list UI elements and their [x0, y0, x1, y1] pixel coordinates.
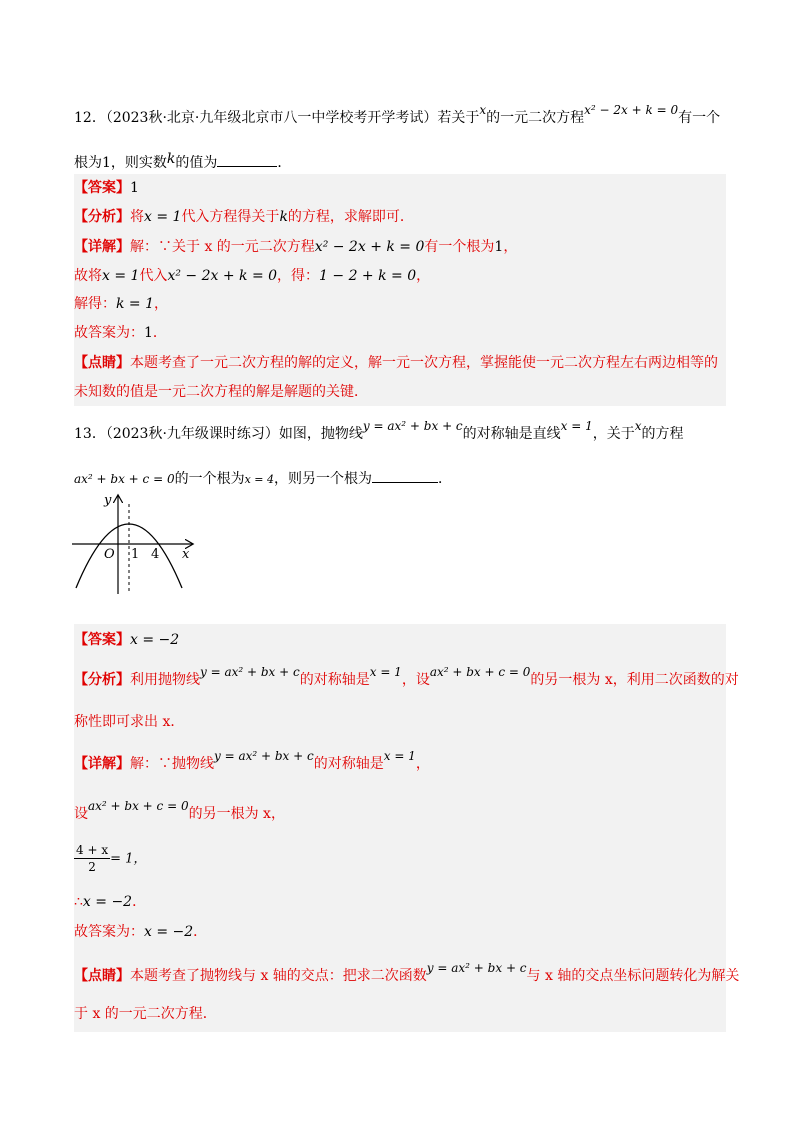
q13-step4	[74, 922, 207, 942]
answer-blank[interactable]	[372, 468, 438, 483]
q13-stem-text: ，则另一个根为	[274, 471, 373, 487]
q12-analysis-eq: x = 1	[144, 209, 182, 225]
q13-comment-text: 于 x 的一元二次方程．	[74, 1006, 217, 1022]
q12-number: 12．	[74, 110, 106, 126]
q12-step-text: 解得：	[74, 296, 116, 312]
q13-parabola: y = ax² + bx + c	[362, 419, 463, 433]
origin-label: O	[104, 547, 115, 562]
q13-analysis-text: 利用抛物线	[130, 672, 200, 688]
q13-step-text: 的另一根为 x，	[188, 806, 285, 822]
q12-analysis-text: 代入方程得关于	[181, 209, 280, 225]
q12-stem-text: ，则实数	[110, 155, 167, 171]
q12-stem-line2	[74, 152, 291, 173]
comment-tag: 【点睛】	[74, 968, 130, 984]
q13-analysis-text: 的另一根为 x，利用二次函数的对	[530, 672, 739, 688]
analysis-tag: 【分析】	[74, 209, 130, 225]
q12-step-eq: 1 − 2 + k = 0	[319, 268, 417, 284]
q13-analysis-eq: ax² + bx + c = 0	[429, 665, 531, 679]
q12-var-k: k	[166, 151, 176, 167]
q12-stem-line1	[74, 103, 721, 128]
q13-var-x: x	[634, 419, 642, 433]
analysis-tag: 【分析】	[74, 672, 130, 688]
q13-analysis-eq: x = 1	[369, 665, 402, 679]
q13-stem-text: 如图，抛物线	[278, 426, 363, 442]
q12-analysis-text: 将	[130, 209, 144, 225]
q13-stem-text: 的一个根为	[174, 471, 245, 487]
fraction-numerator: 4 + x	[76, 843, 109, 857]
q13-step1	[74, 799, 285, 824]
q13-step3	[74, 892, 146, 912]
q13-answer-value: x = −2	[130, 632, 180, 648]
q13-detail-text: ，	[415, 756, 430, 772]
answer-blank[interactable]	[217, 152, 277, 167]
detail-tag: 【详解】	[74, 239, 130, 255]
fraction	[74, 842, 110, 875]
q12-stem-text: ．	[277, 155, 292, 171]
q13-analysis-2	[74, 712, 184, 732]
parabola-graph	[68, 490, 198, 600]
q13-step-eq: x = −2	[82, 894, 133, 910]
q12-stem-text: 若关于	[437, 110, 480, 126]
q13-stem-text: 的对称轴是直线	[462, 426, 561, 442]
q12-detail-text: ，	[503, 239, 518, 255]
tick-label-4: 4	[151, 547, 160, 562]
q12-comment	[74, 353, 718, 373]
q12-comment-text: 未知数的值是一元二次方程的解是解题的关键．	[74, 384, 368, 400]
q13-stem-line1	[74, 419, 684, 444]
q12-stem-text: 根为	[74, 155, 102, 171]
q13-detail-text: 解：∵抛物线	[130, 756, 214, 772]
q13-stem-line2	[74, 468, 452, 490]
q13-analysis-text: ，设	[401, 672, 430, 688]
q13-analysis	[74, 665, 739, 690]
therefore-symbol: ∴	[74, 894, 83, 910]
q13-eq: ax² + bx + c = 0	[74, 472, 175, 486]
q12-step-text: ，得：	[277, 268, 320, 284]
q13-step-eq: x = −2	[144, 924, 194, 940]
q13-step2	[74, 842, 146, 875]
q12-detail-text: 有一个根为	[424, 239, 495, 255]
q12-comment-2	[74, 382, 368, 402]
q12-answer-value: 1	[130, 180, 139, 196]
detail-tag: 【详解】	[74, 756, 130, 772]
x-axis-label: x	[182, 547, 190, 562]
comment-tag: 【点睛】	[74, 355, 130, 371]
q13-detail-eq: x = 1	[383, 749, 416, 763]
fraction-rhs: = 1，	[110, 851, 147, 867]
q13-comment-eq: y = ax² + bx + c	[426, 961, 527, 975]
q13-axis: x = 1	[560, 419, 593, 433]
q12-stem-text: 的值为	[175, 155, 218, 171]
q13-number: 13．	[74, 426, 106, 442]
fraction-denominator: 2	[88, 860, 96, 874]
q13-answer	[74, 630, 179, 650]
q12-equation: x² − 2x + k = 0	[584, 103, 679, 117]
tick-label-1: 1	[131, 547, 140, 562]
q12-step1	[74, 266, 430, 286]
q13-step-text: ．	[193, 924, 208, 940]
q12-root: 1	[102, 155, 111, 171]
q13-step-text: ．	[132, 894, 147, 910]
q12-analysis-text: 的方程，求解即可．	[287, 209, 414, 225]
q12-detail	[74, 237, 517, 257]
q12-analysis	[74, 207, 414, 227]
q13-root: x = 4	[244, 473, 275, 486]
q13-comment-2	[74, 1004, 217, 1024]
q13-step-eq: ax² + bx + c = 0	[88, 799, 189, 813]
q12-step-text: 故答案为：	[74, 325, 144, 341]
q12-step-text: 代入	[139, 268, 168, 284]
q12-stem-text: 有一个	[678, 110, 721, 126]
q13-comment-text: 本题考查了抛物线与 x 轴的交点：把求二次函数	[130, 968, 427, 984]
q13-analysis-eq: y = ax² + bx + c	[200, 665, 300, 679]
q13-comment	[74, 961, 740, 986]
q13-analysis-text: 称性即可求出 x．	[74, 714, 185, 730]
q12-step3	[74, 323, 167, 343]
answer-tag: 【答案】	[74, 180, 130, 196]
q12-stem-text: 的一元二次方程	[486, 110, 585, 126]
q13-stem-text: ，关于	[592, 426, 635, 442]
q12-var-x: x	[479, 103, 487, 117]
q13-detail-eq: y = ax² + bx + c	[214, 749, 314, 763]
q12-step2	[74, 294, 168, 314]
q12-detail-root: 1	[494, 239, 504, 255]
q13-step-text: 故答案为：	[74, 924, 144, 940]
q12-analysis-k: k	[279, 209, 288, 225]
q12-step-eq: x = 1	[102, 268, 140, 284]
q13-stem-text: ．	[438, 471, 453, 487]
q12-step-eq: x² − 2x + k = 0	[167, 268, 278, 284]
q12-detail-text: 解：∵关于 x 的一元二次方程	[130, 239, 315, 255]
q12-step-text: ，	[416, 268, 431, 284]
answer-tag: 【答案】	[74, 632, 130, 648]
q12-step-text: ．	[152, 325, 167, 341]
y-axis-label: y	[104, 493, 112, 508]
q13-analysis-text: 的对称轴是	[299, 672, 370, 688]
q13-step-text: 设	[74, 806, 88, 822]
q12-step-eq: k = 1	[116, 296, 155, 312]
q12-comment-text: 本题考查了一元二次方程的解的定义，解一元一次方程，掌握能使一元二次方程左右两边相等的	[130, 355, 718, 371]
q13-stem-text: 的方程	[641, 426, 684, 442]
q12-step-text: 故将	[74, 268, 102, 284]
q13-detail-text: 的对称轴是	[313, 756, 384, 772]
q12-step-eq: 1	[144, 325, 153, 341]
q13-source: （2023秋·九年级课时练习）	[105, 426, 279, 442]
q12-detail-eq: x² − 2x + k = 0	[314, 239, 425, 255]
q13-detail	[74, 749, 430, 774]
q12-answer	[74, 178, 139, 198]
q12-source: （2023秋·北京·九年级北京市八一中学校考开学考试）	[105, 110, 438, 126]
q12-step-text: ，	[154, 296, 169, 312]
q13-comment-text: 与 x 轴的交点坐标问题转化为解关	[526, 968, 740, 984]
